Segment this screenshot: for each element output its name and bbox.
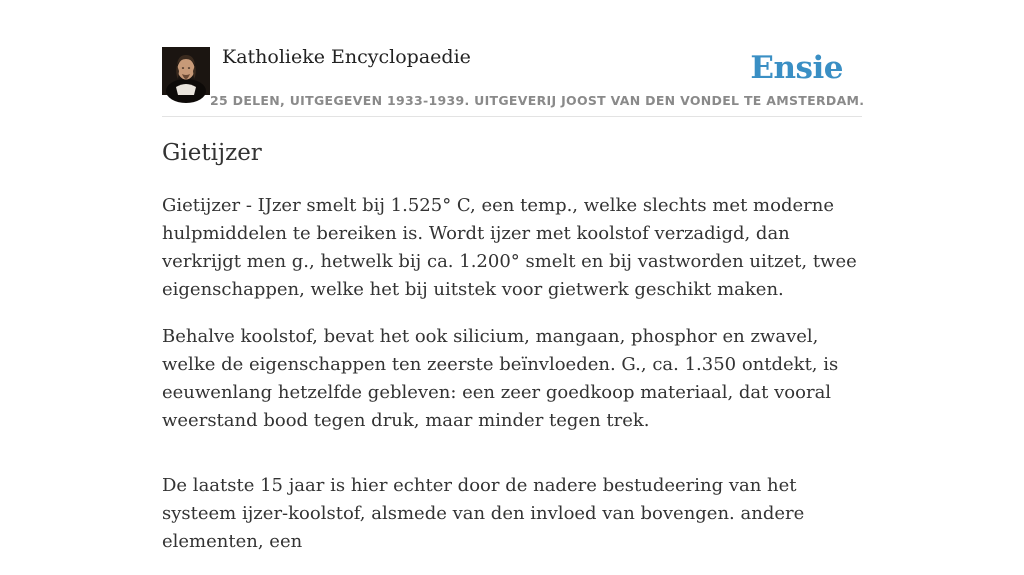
article-paragraph: Gietijzer - IJzer smelt bij 1.525° C, een temp., welke slechts met moderne hulpmiddelen te bereiken is. Wordt ijzer met koolstof verzadigd, dan verkrijgt men g., hetwelk bij ca. 1.200° smelt en bij vastworden uitzet, twee eigenschappen, welke het bij uitstek voor gietwerk geschikt maken.: [162, 195, 857, 300]
article-paragraph: Behalve koolstof, bevat het ook silicium, mangaan, phosphor en zwavel, welke de eigenschappen ten zeerste beïnvloeden. G., ca. 1.350 ontdekt, is eeuwenlang hetzelfde gebleven: een zeer goedkoop materiaal, dat vooral weerstand bood tegen druk, maar minder tegen trek.: [162, 326, 839, 431]
book-title[interactable]: Katholieke Encyclopaedie: [222, 46, 471, 68]
site-header: [162, 0, 865, 117]
page-container: [162, 0, 865, 552]
article-title: Gietijzer: [162, 140, 262, 166]
portrait-avatar-icon[interactable]: [162, 47, 210, 95]
article-paragraph: De laatste 15 jaar is hier echter door de nadere bestudeering van het systeem ijzer-koolstof, alsmede van den invloed van bovengen. andere elementen, een: [162, 475, 805, 552]
article-body: [162, 192, 864, 575]
brand-logo[interactable]: Ensie: [750, 50, 843, 86]
book-subtitle: 25 DELEN, UITGEGEVEN 1933-1939. UITGEVERIJ JOOST VAN DEN VONDEL TE AMSTERDAM.: [210, 93, 865, 108]
